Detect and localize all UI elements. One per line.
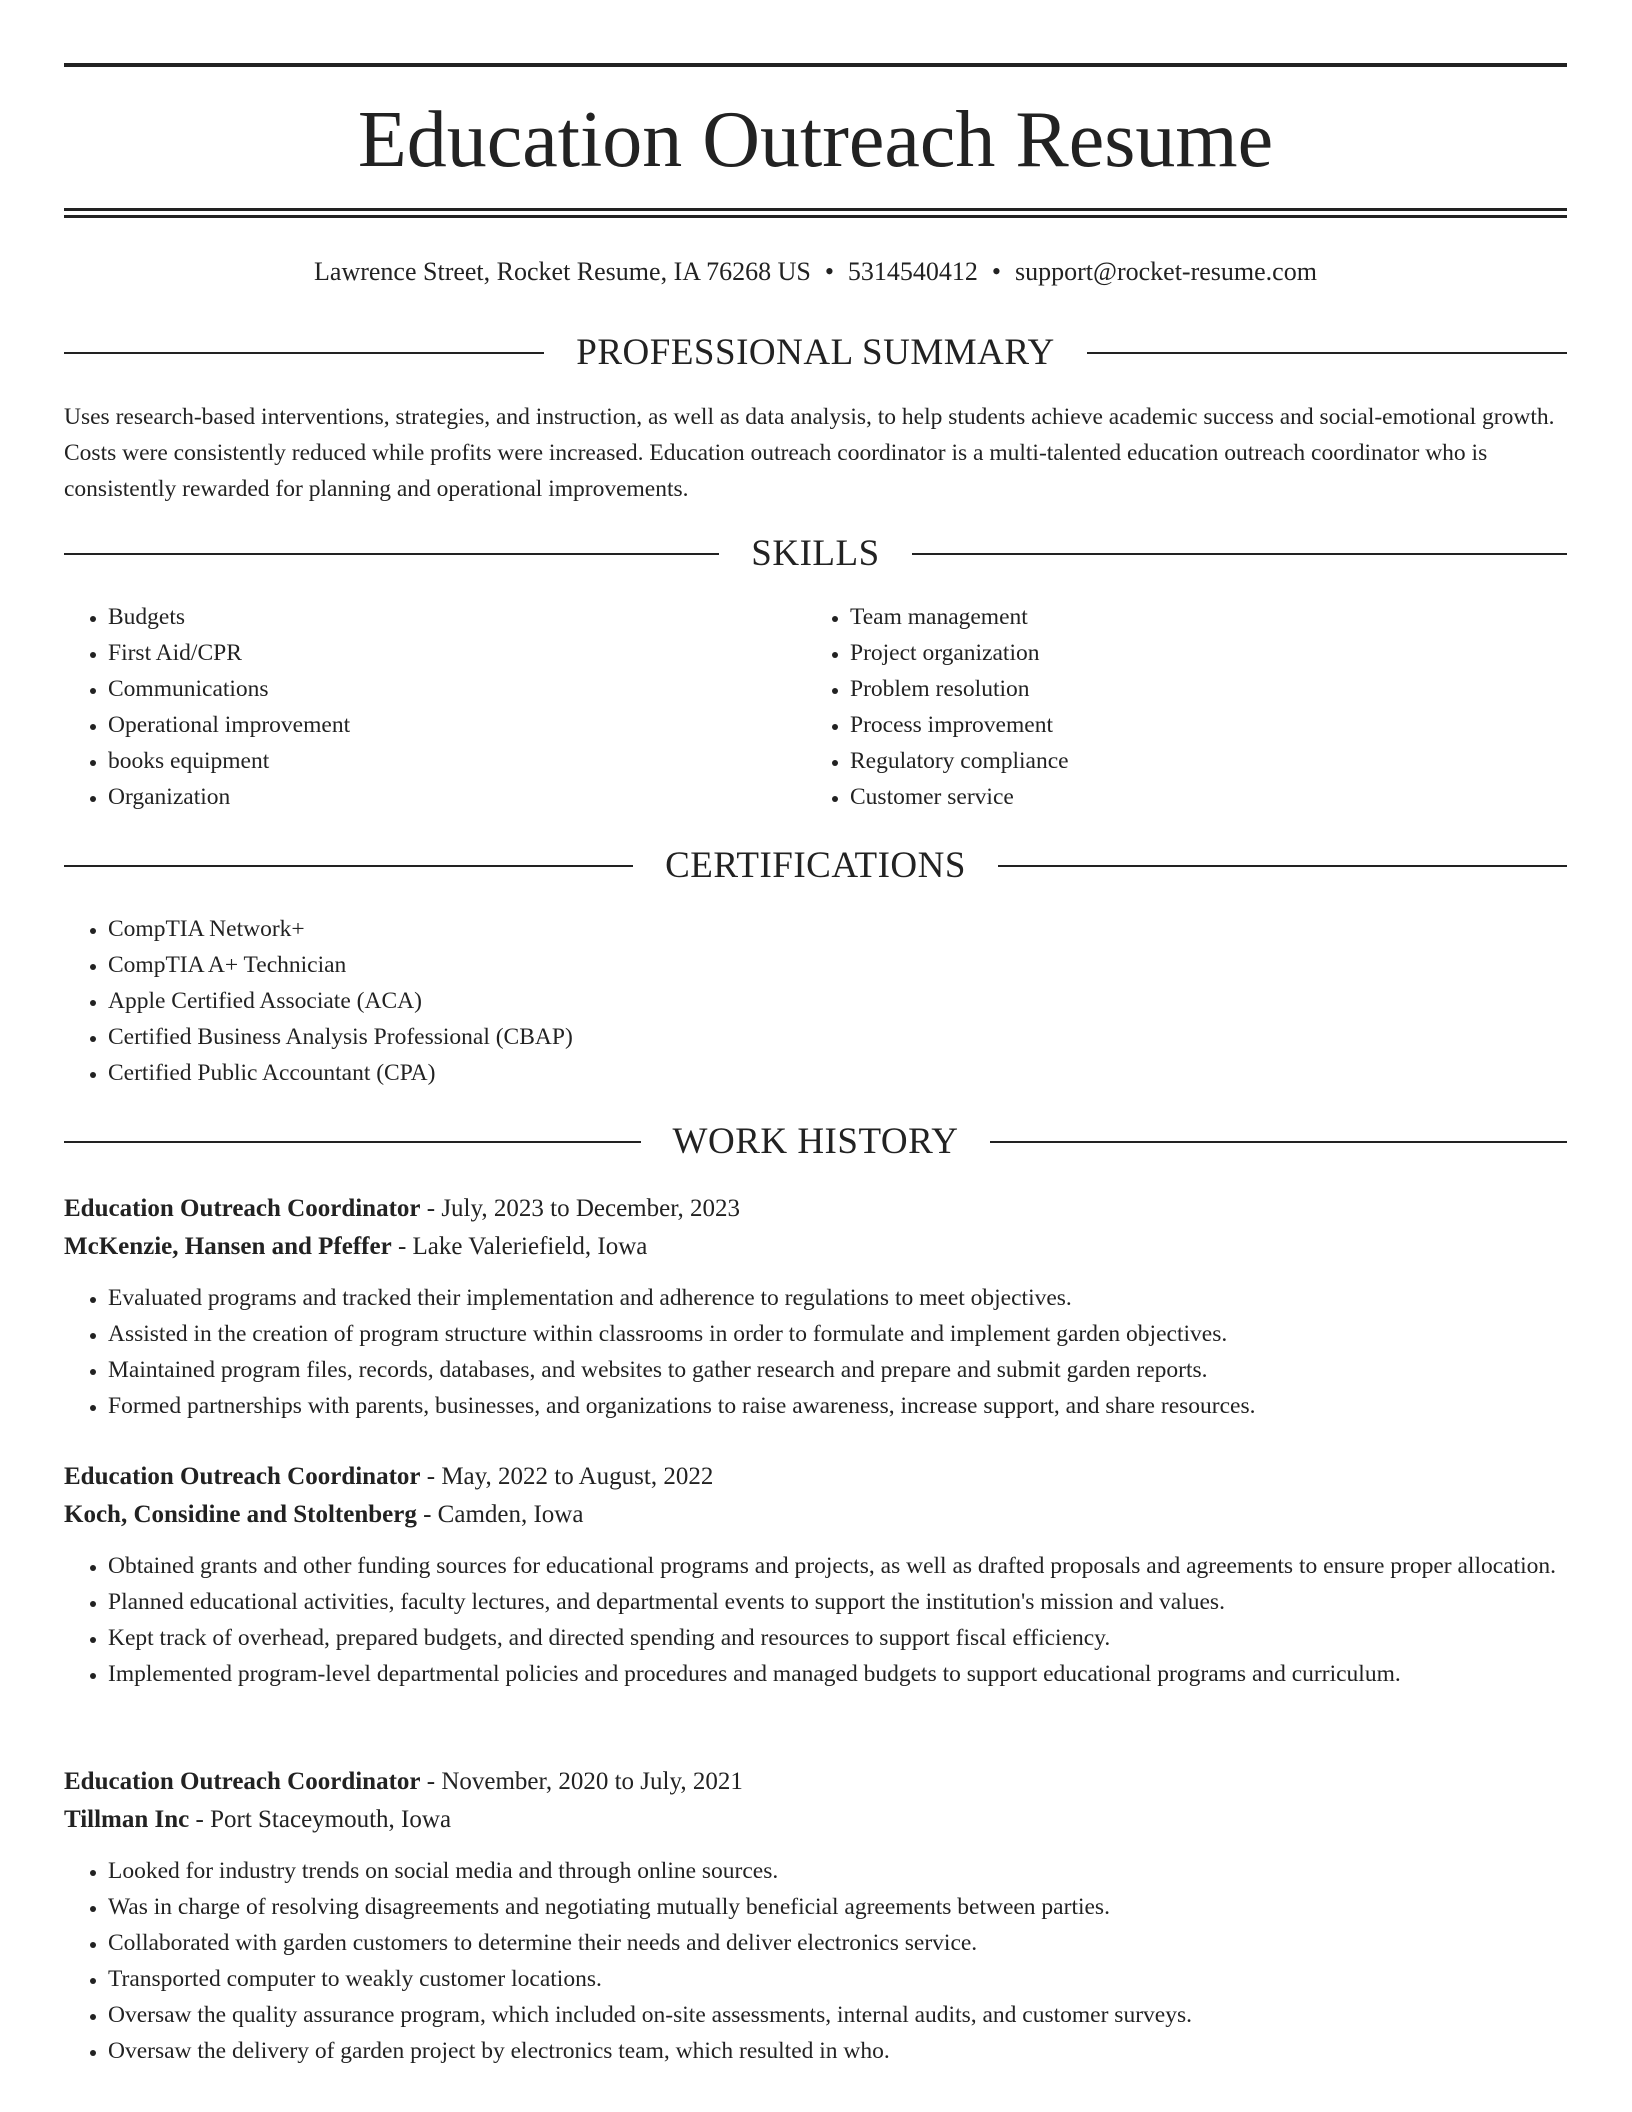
certifications-block: [64, 911, 1567, 1091]
skill-item: • Communications: [108, 671, 764, 707]
certifications-list: [64, 911, 1567, 1091]
top-rule: [64, 63, 1567, 67]
title-rule-lower: [64, 215, 1567, 218]
job-bullets: [64, 1280, 1567, 1424]
job-entry: [64, 1458, 1567, 1692]
skill-item: • books equipment: [108, 743, 764, 779]
summary-heading-label: PROFESSIONAL SUMMARY: [576, 332, 1055, 373]
contact-email: support@rocket-resume.com: [1015, 257, 1317, 286]
skill-item: • Customer service: [850, 779, 1506, 815]
job-bullet: • Assisted in the creation of program structure within classrooms in order to formulate and implement garden objectives.: [108, 1316, 1567, 1352]
job-bullet: • Was in charge of resolving disagreements and negotiating mutually beneficial agreements between parties.: [108, 1889, 1567, 1925]
job-bullet: • Kept track of overhead, prepared budgets, and directed spending and resources to support fiscal efficiency.: [108, 1620, 1567, 1656]
heading-rule-left: [64, 865, 633, 867]
skill-item: • Organization: [108, 779, 764, 815]
contact-address: Lawrence Street, Rocket Resume, IA 76268 US: [314, 257, 811, 286]
job-bullets: [64, 1548, 1567, 1692]
job-company: Tillman Inc: [64, 1806, 190, 1833]
heading-rule-right: [1087, 352, 1567, 354]
page-title: Education Outreach Resume: [357, 96, 1274, 184]
job-bullet: • Transported computer to weakly customer locations.: [108, 1961, 1567, 1997]
job-bullet: • Maintained program files, records, databases, and websites to gather research and prepare and submit garden reports.: [108, 1352, 1567, 1388]
contact-phone: 5314540412: [847, 257, 978, 286]
job-location: - Lake Valeriefield, Iowa: [391, 1233, 648, 1260]
heading-rule-left: [64, 1141, 641, 1143]
skills-list-right: [806, 599, 1506, 815]
skill-item: • Process improvement: [850, 707, 1506, 743]
skills-right-column: [806, 599, 1506, 815]
job-location: - Camden, Iowa: [416, 1501, 584, 1528]
job-company: Koch, Considine and Stoltenberg: [64, 1501, 417, 1528]
job-bullet: • Looked for industry trends on social media and through online sources.: [108, 1853, 1567, 1889]
skill-item: • Regulatory compliance: [850, 743, 1506, 779]
certifications-heading: [64, 844, 1567, 888]
job-entry: [64, 1190, 1567, 1424]
job-bullet: • Implemented program-level departmental policies and procedures and managed budgets to support educational programs and curriculum.: [108, 1656, 1567, 1692]
certification-item: • CompTIA A+ Technician: [108, 947, 1567, 983]
skills-heading: [64, 532, 1567, 576]
certifications-heading-label: CERTIFICATIONS: [665, 845, 966, 886]
job-title: Education Outreach Coordinator: [64, 1195, 421, 1222]
job-title: Education Outreach Coordinator: [64, 1768, 421, 1795]
work-history-heading-label: WORK HISTORY: [672, 1121, 959, 1162]
heading-rule-right: [998, 865, 1567, 867]
certification-item: • Apple Certified Associate (ACA): [108, 983, 1567, 1019]
contact-separator: •: [991, 257, 1002, 286]
summary-heading: [64, 331, 1567, 375]
skills-heading-label: SKILLS: [751, 533, 880, 574]
contact-separator: •: [824, 257, 834, 286]
job-location: - Port Staceymouth, Iowa: [189, 1806, 452, 1833]
work-history-heading: [64, 1120, 1567, 1164]
skill-item: • Operational improvement: [108, 707, 764, 743]
job-bullets: [64, 1853, 1567, 2069]
job-bullet: • Oversaw the quality assurance program, which included on-site assessments, internal audits, and customer surveys.: [108, 1997, 1567, 2033]
summary-text: Uses research-based interventions, strategies, and instruction, as well as data analysis, to help students achieve academic success and social-emotional growth. Costs were consistently reduced while profits were increased. Education outreach coordinator is a multi-talented education outreach coordinator who is consistently rewarded for planning and operational improvements.: [64, 404, 1555, 502]
job-company-line: [64, 1496, 1567, 1534]
job-bullet: • Evaluated programs and tracked their implementation and adherence to regulations to meet objectives.: [108, 1280, 1567, 1316]
skill-item: • Budgets: [108, 599, 764, 635]
skill-item: • Project organization: [850, 635, 1506, 671]
contact-line: [64, 254, 1567, 290]
skill-item: • First Aid/CPR: [108, 635, 764, 671]
job-title-line: [64, 1763, 1567, 1801]
title-rule-upper: [64, 208, 1567, 211]
certification-item: • Certified Public Accountant (CPA): [108, 1055, 1567, 1091]
job-entry: [64, 1763, 1567, 2069]
job-title: Education Outreach Coordinator: [64, 1463, 421, 1490]
job-company: McKenzie, Hansen and Pfeffer: [64, 1233, 392, 1260]
heading-rule-right: [912, 553, 1567, 555]
job-company-line: [64, 1801, 1567, 1839]
heading-rule-left: [64, 553, 719, 555]
job-bullet: • Collaborated with garden customers to determine their needs and deliver electronics service.: [108, 1925, 1567, 1961]
job-title-line: [64, 1190, 1567, 1228]
skill-item: • Team management: [850, 599, 1506, 635]
skills-list-left: [64, 599, 764, 815]
job-title-line: [64, 1458, 1567, 1496]
skills-left-column: [64, 599, 764, 815]
job-dates: - July, 2023 to December, 2023: [420, 1195, 741, 1222]
skill-item: • Problem resolution: [850, 671, 1506, 707]
job-company-line: [64, 1228, 1567, 1266]
job-bullet: • Formed partnerships with parents, businesses, and organizations to raise awareness, increase support, and share resources.: [108, 1388, 1567, 1424]
heading-rule-right: [990, 1141, 1567, 1143]
certification-item: • CompTIA Network+: [108, 911, 1567, 947]
job-bullet: • Oversaw the delivery of garden project by electronics team, which resulted in who.: [108, 2033, 1567, 2069]
certification-item: • Certified Business Analysis Professional (CBAP): [108, 1019, 1567, 1055]
job-bullet: • Obtained grants and other funding sources for educational programs and projects, as well as drafted proposals and agreements to ensure proper allocation.: [108, 1548, 1567, 1584]
job-bullet: • Planned educational activities, faculty lectures, and departmental events to support the institution's mission and values.: [108, 1584, 1567, 1620]
job-dates: - November, 2020 to July, 2021: [420, 1768, 743, 1795]
heading-rule-left: [64, 352, 544, 354]
job-dates: - May, 2022 to August, 2022: [420, 1463, 714, 1490]
